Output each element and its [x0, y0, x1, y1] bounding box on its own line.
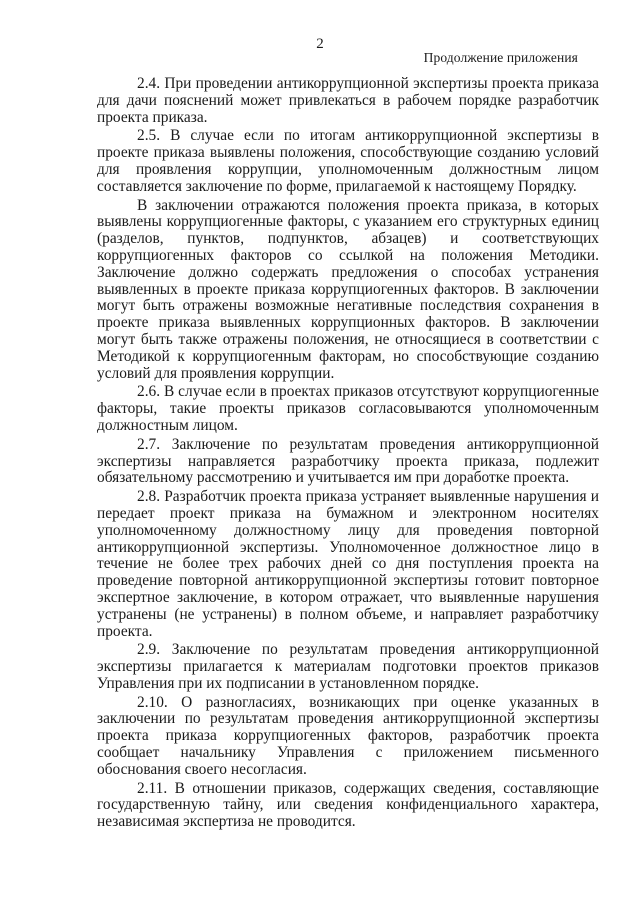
- paragraph-2-9: 2.9. Заключение по результатам проведения антикоррупционной экспертизы прилагается к материалам подготовки проектов приказов Управления при их подписании в установленном порядке.: [97, 641, 599, 692]
- paragraph-2-7: 2.7. Заключение по результатам проведения антикоррупционной экспертизы направляется разработчику проекта приказа, подлежит обязательному рассмотрению и учитывается им при доработке проекта.: [97, 435, 599, 487]
- paragraph-conclusion-contents: В заключении отражаются положения проекта приказа, в которых выявлены коррупциогенные факторы, с указанием его структурных единиц (разделов, пунктов, подпунктов, абзацев) и соответствующих коррупциогенных факторов со ссылкой на положения Методики. Заключение должно содержать предложения о способах устранения выявленных в проекте приказа коррупциогенных факторов. В заключении могут быть отражены возможные негативные последствия сохранения в проекте приказа выявленных коррупционных факторов. В заключении могут быть также отражены положения, не относящиеся в соответствии с Методикой к коррупциогенным факторам, но способствующие созданию условий для проявления коррупции.: [97, 196, 599, 382]
- paragraph-2-5: 2.5. В случае если по итогам антикоррупционной экспертизы в проекте приказа выявлены положения, способствующие созданию условий для проявления коррупции, уполномоченным должностным лицом составляется заключение по форме, прилагаемой к настоящему Порядку.: [97, 127, 599, 195]
- header-note: Продолжение приложения: [423, 50, 578, 65]
- paragraph-2-10: 2.10. О разногласиях, возникающих при оценке указанных в заключении по результатам проведения антикоррупционной экспертизы проекта приказа коррупциогенных факторов, разработчик проекта сообщает начальнику Управления с приложением письменного обоснования своего несогласия.: [97, 693, 599, 778]
- paragraph-2-11: 2.11. В отношении приказов, содержащих сведения, составляющие государственную тайну, или сведения конфиденциального характера, независимая экспертиза не проводится.: [97, 779, 599, 831]
- paragraph-2-4: 2.4. При проведении антикоррупционной экспертизы проекта приказа для дачи пояснений может привлекаться в рабочем порядке разработчик проекта приказа.: [97, 75, 599, 126]
- document-body: [97, 76, 599, 831]
- paragraph-2-8: 2.8. Разработчик проекта приказа устраняет выявленные нарушения и передает проект приказа на бумажном и электронном носителях уполномоченному должностному лицу для проведения повторной антикоррупционной экспертизы. Уполномоченное должностное лицо в течение не более трех рабочих дней со дня поступления проекта на проведение повторной антикоррупционной экспертизы готовит повторное экспертное заключение, в котором отражает, что выявленные нарушения устранены (не устранены) в полном объеме, и направляет разработчику проекта.: [97, 488, 599, 640]
- page-number: 2: [316, 36, 324, 52]
- paragraph-2-6: 2.6. В случае если в проектах приказов отсутствуют коррупциогенные факторы, такие проекты приказов согласовываются уполномоченным должностным лицом.: [97, 383, 599, 434]
